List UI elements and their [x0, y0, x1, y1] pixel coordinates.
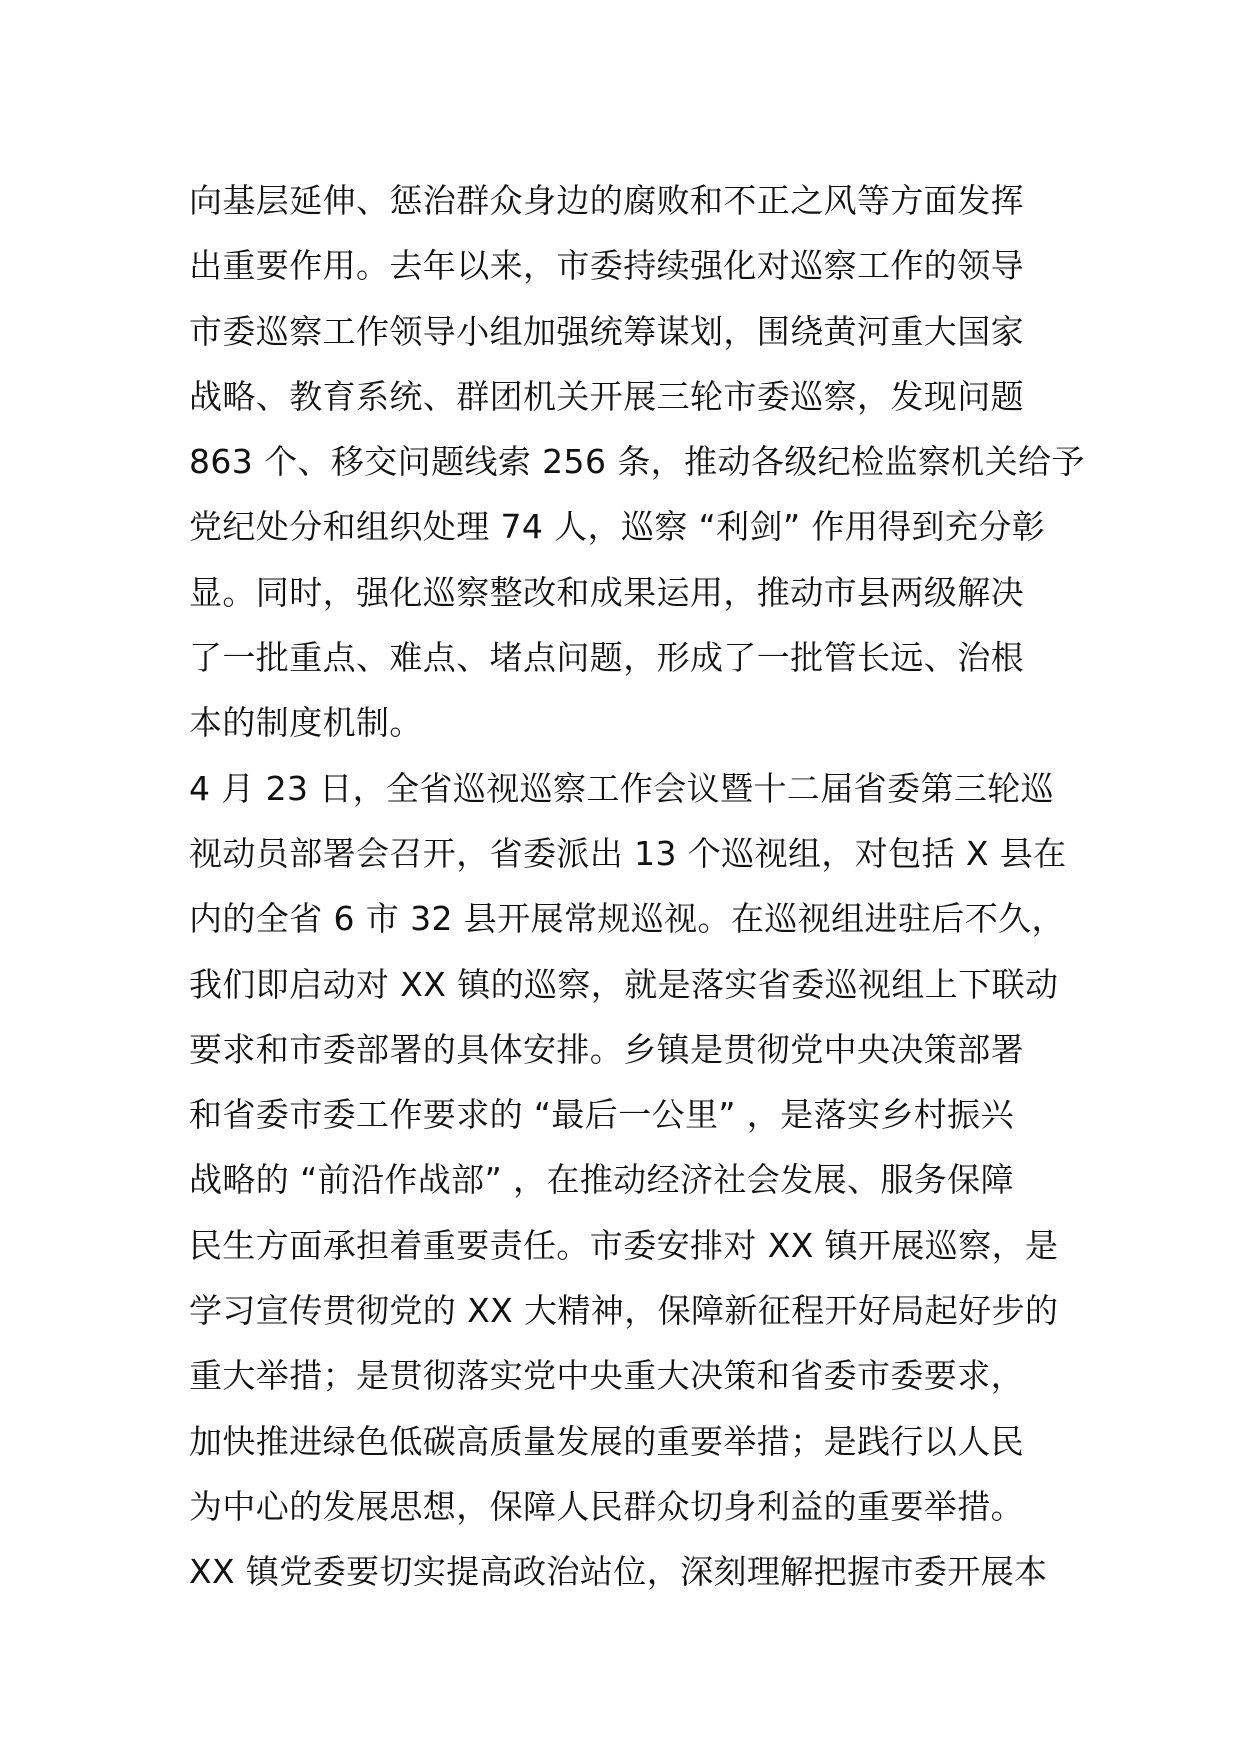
text-line: 民生方面承担着重要责任。市委安排对 XX 镇开展巡察，是: [189, 1225, 1059, 1265]
text-line: 显。同时，强化巡察整改和成果运用，推动市县两级解决: [189, 572, 1024, 612]
text-line: XX 镇党委要切实提高政治站位，深刻理解把握市委开展本: [189, 1552, 1048, 1592]
text-line: 市委巡察工作领导小组加强统筹谋划，围绕黄河重大国家: [189, 311, 1024, 351]
text-line: 学习宣传贯彻党的 XX 大精神，保障新征程开好局起好步的: [189, 1291, 1059, 1331]
text-line: 4 月 23 日，全省巡视巡察工作会议暨十二届省委第三轮巡: [189, 768, 1055, 808]
text-line: 了一批重点、难点、堵点问题，形成了一批管长远、治根: [189, 638, 1024, 678]
text-line: 内的全省 6 市 32 县开展常规巡视。在巡视组进驻后不久，: [189, 899, 1065, 939]
text-line: 出重要作用。去年以来，市委持续强化对巡察工作的领导: [189, 246, 1024, 286]
text-line: 加快推进绿色低碳高质量发展的重要举措；是践行以人民: [189, 1421, 1024, 1461]
text-line: 党纪处分和组织处理 74 人，巡察 “利剑” 作用得到充分彰: [189, 507, 1046, 547]
text-line: 战略的 “前沿作战部” ，在推动经济社会发展、服务保障: [189, 1160, 1014, 1200]
text-line: 重大举措；是贯彻落实党中央重大决策和省委市委要求，: [189, 1356, 1024, 1396]
body-text: [189, 168, 1089, 1605]
text-line: 为中心的发展思想，保障人民群众切身利益的重要举措。: [189, 1486, 1024, 1526]
text-line: 向基层延伸、惩治群众身边的腐败和不正之风等方面发挥: [189, 181, 1024, 220]
text-line: 和省委市委工作要求的 “最后一公里” ，是落实乡村振兴: [189, 1095, 1014, 1135]
text-line: 我们即启动对 XX 镇的巡察，就是落实省委巡视组上下联动: [189, 964, 1059, 1004]
text-line: 要求和市委部署的具体安排。乡镇是贯彻党中央决策部署: [189, 1029, 1024, 1069]
text-line: 863 个、移交问题线索 256 条，推动各级纪检监察机关给予: [189, 442, 1085, 482]
text-line: 战略、教育系统、群团机关开展三轮市委巡察，发现问题: [189, 376, 1024, 416]
text-line: 视动员部署会召开，省委派出 13 个巡视组，对包括 X 县在: [189, 833, 1067, 873]
text-line: 本的制度机制。: [189, 703, 423, 743]
